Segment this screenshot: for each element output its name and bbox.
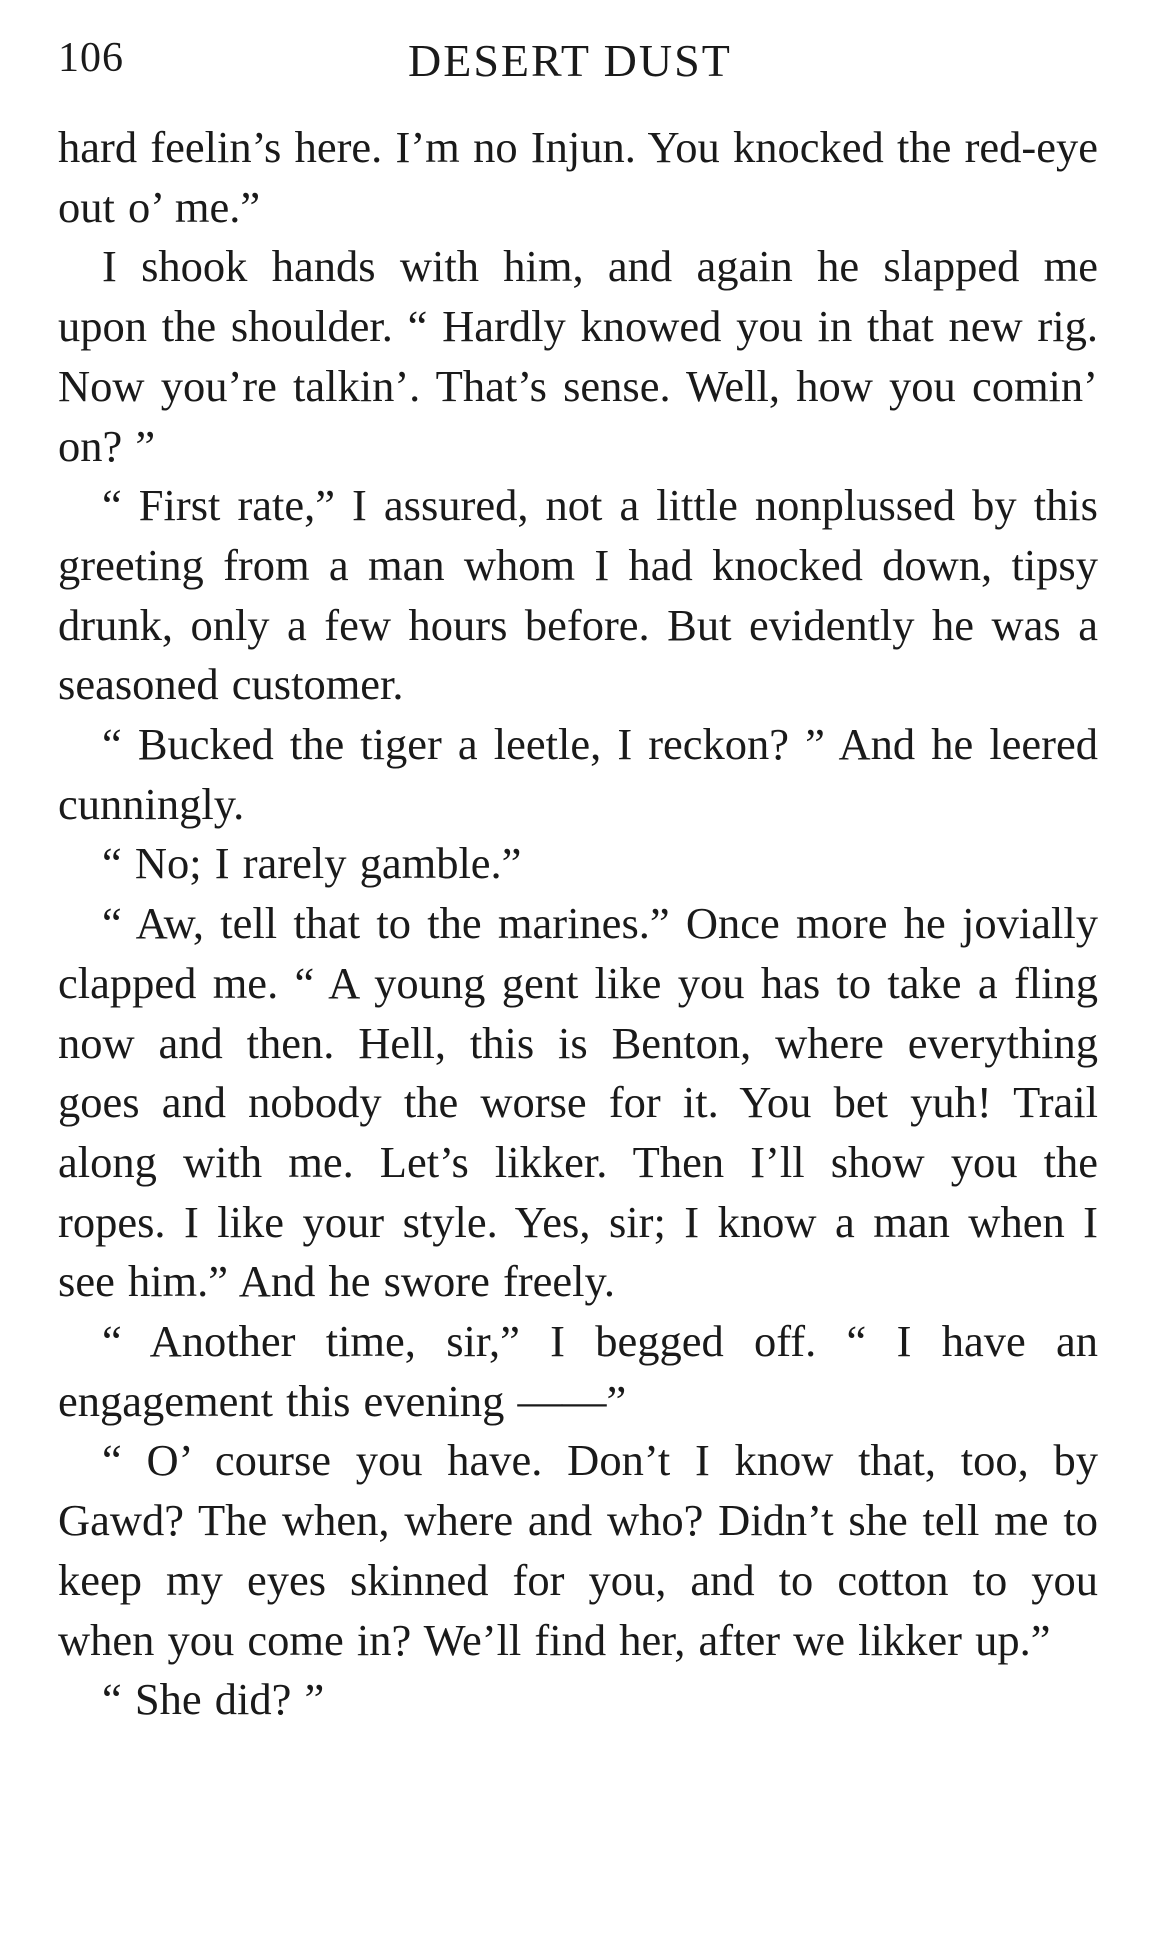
paragraph: “ No; I rarely gamble.”: [102, 838, 522, 889]
paragraph: hard feelin’s here. I’m no Injun. You knocked the red-eye out o’ me.”: [58, 122, 1098, 232]
paragraph: I shook hands with him, and again he slapped me upon the shoulder. “ Hardly knowed you in that new rig. Now you’re talkin’. That’s sense. Well, how you comin’ on? ”: [58, 241, 1098, 471]
paragraph: “ O’ course you have. Don’t I know that, too, by Gawd? The when, where and who? Didn’t she tell me to keep my eyes skinned for you, and to cotton to you when you come in? We’ll find her, after we likker up.”: [58, 1435, 1098, 1665]
paragraph: “ Another time, sir,” I begged off. “ I have an engagement this evening ——”: [58, 1316, 1098, 1426]
paragraph: “ Aw, tell that to the marines.” Once more he jovially clapped me. “ A young gent like you has to take a fling now and then. Hell, this is Benton, where everything goes and nobody the worse for it. You bet yuh! Trail along with me. Let’s likker. Then I’ll show you the ropes. I like your style. Yes, sir; I know a man when I see him.” And he swore freely.: [58, 898, 1098, 1307]
paragraph: “ First rate,” I assured, not a little nonplussed by this greeting from a man whom I had knocked down, tipsy drunk, only a few hours before. But evidently he was a seasoned customer.: [58, 480, 1098, 710]
running-head: [58, 34, 1098, 94]
body-text: [58, 118, 1098, 1730]
paragraph: “ She did? ”: [102, 1674, 325, 1725]
paragraph: “ Bucked the tiger a leetle, I reckon? ” And he leered cunningly.: [58, 719, 1098, 829]
page-number: 106: [58, 35, 124, 81]
running-title: DESERT DUST: [408, 35, 732, 86]
